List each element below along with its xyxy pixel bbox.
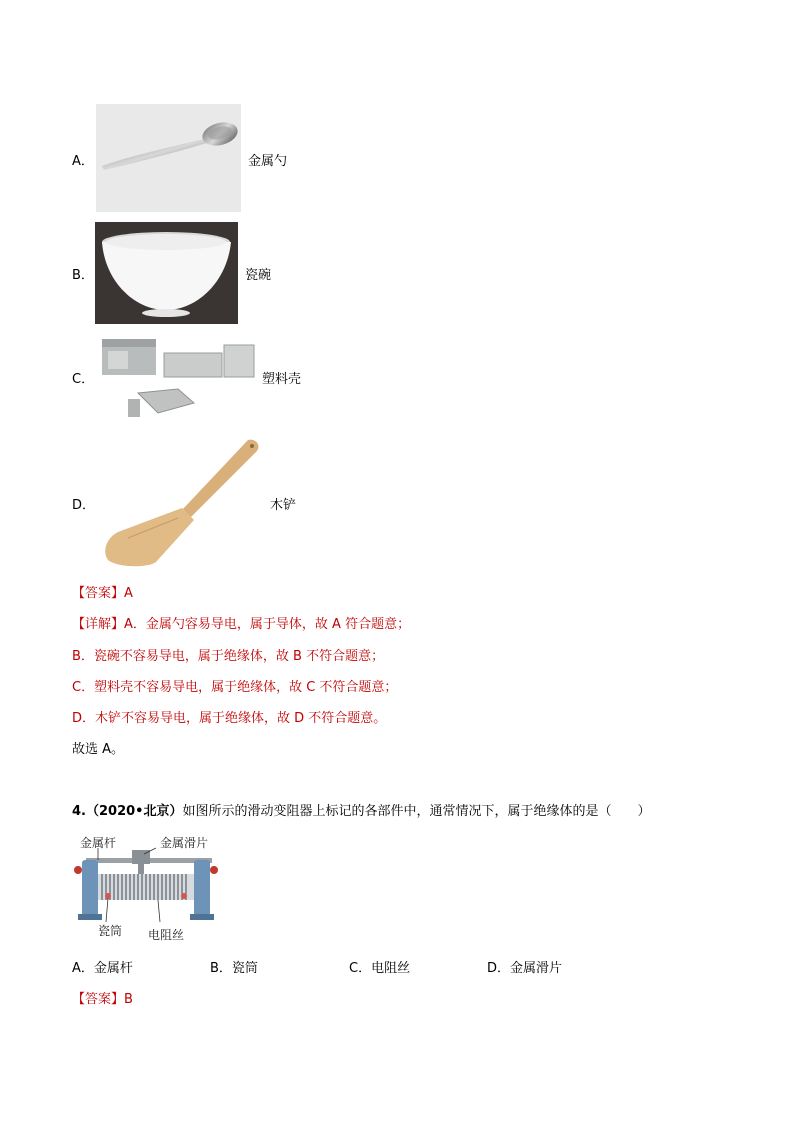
answer-value-2: B (124, 992, 133, 1007)
option-d-letter: D． (72, 498, 96, 513)
answer-tag-2: 【答案】 (72, 992, 125, 1007)
detail-text-a: A．金属勺容易导电，属于导体，故 A 符合题意； (124, 617, 411, 632)
choice-a: A．金属杆 (72, 961, 133, 976)
question-source: （2020•北京） (85, 804, 183, 819)
option-d-label: 木铲 (270, 498, 297, 513)
option-c-label: 塑料壳 (262, 372, 302, 387)
choice-c: C．电阻丝 (349, 961, 411, 976)
plastic-shell-image (98, 333, 258, 421)
detail-line-b: B．瓷碗不容易导电，属于绝缘体，故 B 不符合题意； (72, 649, 385, 664)
metal-spoon-image (96, 104, 241, 212)
detail-line-a (72, 613, 410, 632)
option-b-label: 瓷碗 (245, 268, 272, 283)
detail-line-c: C．塑料壳不容易导电，属于绝缘体，故 C 不符合题意； (72, 680, 398, 695)
option-a-label: 金属勺 (248, 154, 288, 169)
wooden-spatula-image (98, 434, 264, 570)
answer-line-2 (72, 988, 133, 1007)
option-c-letter: C． (72, 372, 95, 387)
answer-line-1 (72, 582, 133, 601)
label-resistance-wire: 电阻丝 (148, 928, 185, 942)
label-metal-slider: 金属滑片 (160, 836, 209, 850)
label-metal-rod: 金属杆 (80, 836, 117, 850)
detail-tag: 【详解】 (72, 617, 125, 632)
question-4 (72, 800, 651, 819)
question-text: 如图所示的滑动变阻器上标记的各部件中，通常情况下，属于绝缘体的是（ ） (182, 804, 651, 819)
choice-b: B．瓷筒 (210, 961, 258, 976)
detail-line-d: D．木铲不容易导电，属于绝缘体，故 D 不符合题意。 (72, 711, 387, 726)
choice-d: D．金属滑片 (487, 961, 563, 976)
option-a-letter: A． (72, 154, 94, 169)
option-b-letter: B． (72, 268, 94, 283)
answer-tag: 【答案】 (72, 586, 125, 601)
answer-value: A (124, 586, 133, 601)
question-number: 4. (72, 804, 86, 819)
label-ceramic-tube: 瓷筒 (98, 924, 123, 938)
detail-conclusion: 故选 A。 (72, 742, 125, 757)
porcelain-bowl-image (95, 222, 238, 324)
